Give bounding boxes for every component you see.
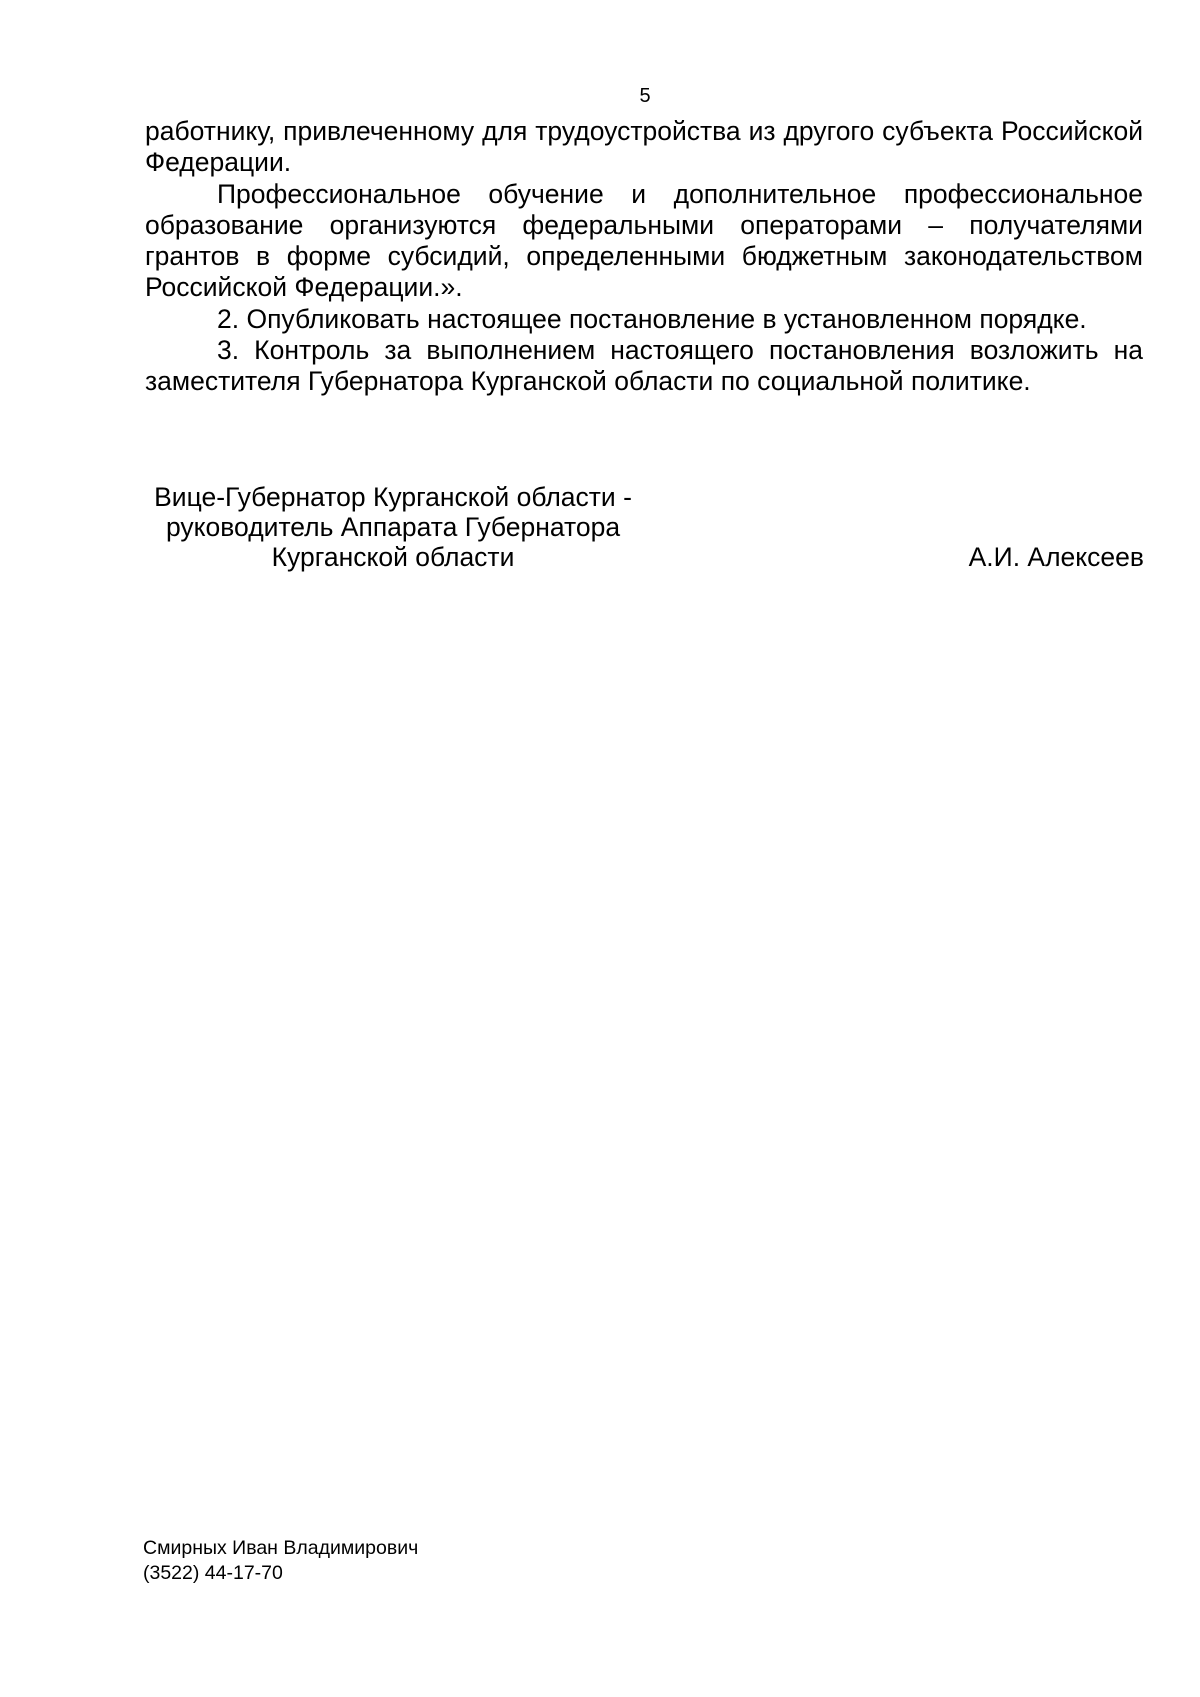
signatory-position	[148, 482, 638, 572]
executor-phone: (3522) 44-17-70	[143, 1562, 283, 1584]
paragraph-continuation: работнику, привлеченному для трудоустройства из другого субъекта Российской Федерации.	[145, 116, 1143, 178]
page-number: 5	[639, 85, 651, 107]
signatory-position-line-2: руководитель Аппарата Губернатора	[165, 512, 621, 542]
paragraph-item-3-control: 3. Контроль за выполнением настоящего постановления возложить на заместителя Губернатора Курганской области по социальной политике.	[145, 335, 1143, 397]
paragraph-item-2-publish: 2. Опубликовать настоящее постановление в установленном порядке.	[217, 303, 1087, 334]
document-body	[145, 116, 1143, 398]
signatory-position-line-1: Вице-Губернатор Курганской области -	[154, 482, 632, 512]
paragraph-professional-training: Профессиональное обучение и дополнительное профессиональное образование организуются федеральными операторами – получателями грантов в форме субсидий, определенными бюджетным законодательством Российской Федерации.».	[145, 178, 1143, 303]
executor-contact	[143, 1536, 418, 1586]
signatory-name: А.И. Алексеев	[968, 542, 1144, 572]
signatory-position-line-3: Курганской области	[271, 542, 515, 572]
executor-name: Смирных Иван Владимирович	[143, 1537, 419, 1559]
